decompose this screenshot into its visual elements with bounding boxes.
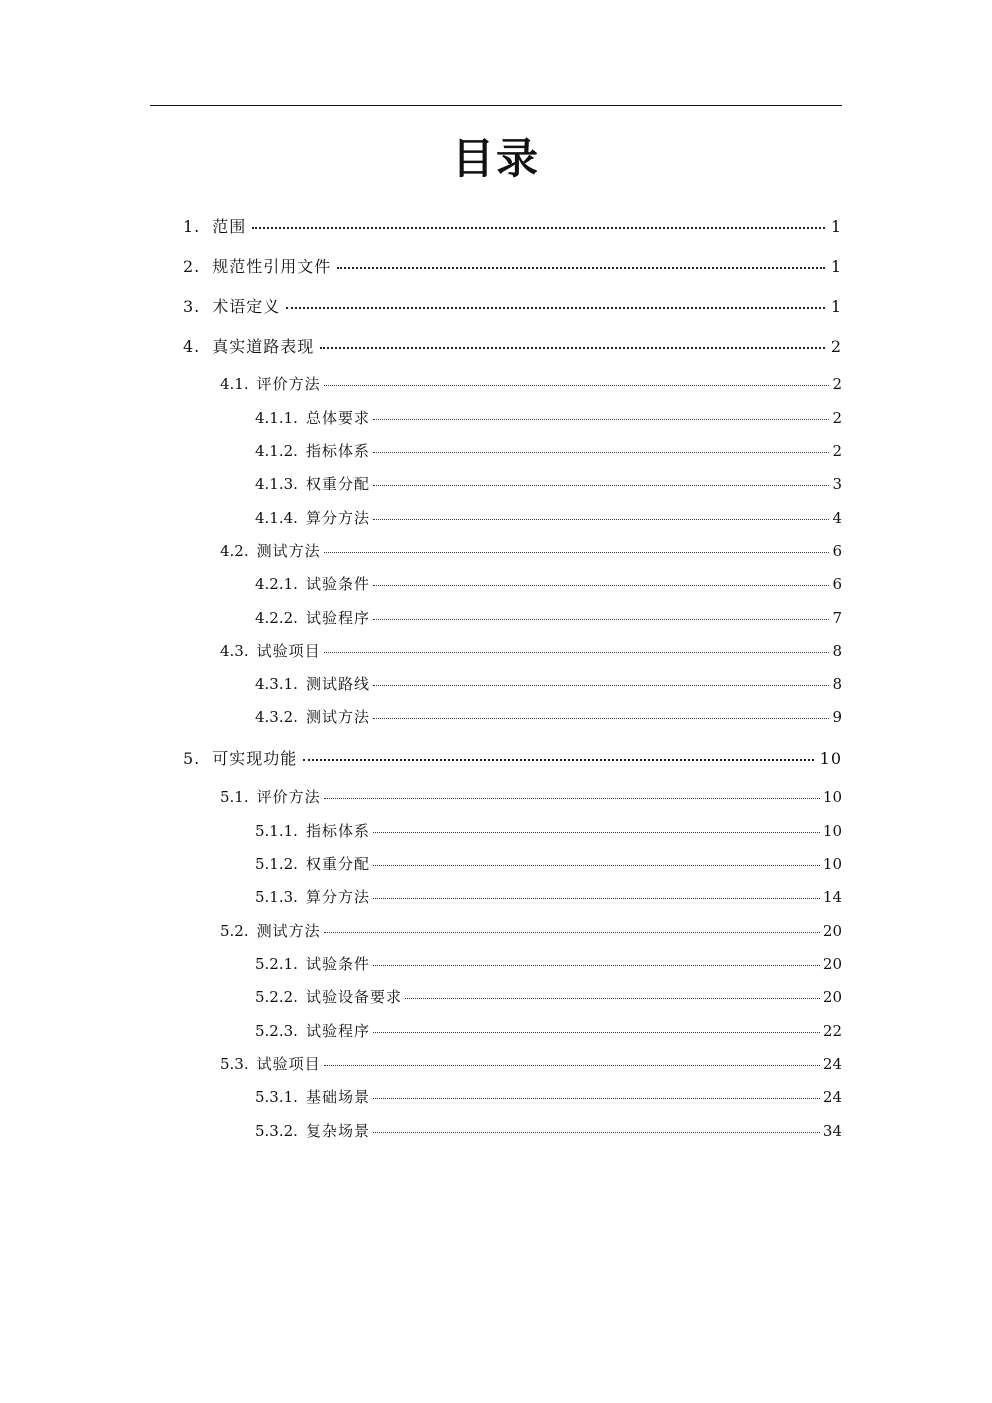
toc-entry-label: 真实道路表现 bbox=[212, 337, 315, 356]
toc-entry-number: 4.1.2. bbox=[255, 442, 298, 460]
toc-entry[interactable] bbox=[255, 607, 842, 628]
toc-entry-page-number: 4 bbox=[832, 509, 842, 527]
toc-entry-label: 试验条件 bbox=[305, 575, 370, 593]
toc-dot-leader bbox=[324, 652, 830, 653]
toc-entry-number: 4.1.1. bbox=[255, 409, 298, 427]
toc-dot-leader bbox=[373, 832, 820, 833]
toc-entry-label: 范围 bbox=[212, 217, 247, 236]
toc-entry-number: 4. bbox=[183, 337, 201, 356]
toc-entry-label: 试验条件 bbox=[305, 955, 370, 973]
toc-entry-page-number: 6 bbox=[832, 542, 842, 560]
toc-dot-leader bbox=[337, 267, 825, 269]
toc-entry-label: 复杂场景 bbox=[305, 1122, 370, 1140]
toc-entry-label: 可实现功能 bbox=[212, 749, 298, 768]
toc-entry-number: 5.3.1. bbox=[255, 1088, 298, 1106]
toc-entry-number: 5.1.3. bbox=[255, 888, 298, 906]
toc-entry[interactable] bbox=[255, 1020, 842, 1041]
toc-dot-leader bbox=[286, 307, 825, 309]
toc-dot-leader bbox=[373, 685, 830, 686]
toc-entry-number: 4.3.1. bbox=[255, 675, 298, 693]
toc-dot-leader bbox=[324, 798, 820, 799]
toc-dot-leader bbox=[373, 519, 830, 520]
toc-dot-leader bbox=[373, 452, 830, 453]
toc-dot-leader bbox=[373, 619, 830, 620]
toc-entry-page-number: 1 bbox=[830, 217, 842, 236]
toc-entry[interactable] bbox=[255, 953, 842, 974]
toc-entry-label: 试验项目 bbox=[256, 642, 321, 660]
toc-entry-label: 测试方法 bbox=[256, 922, 321, 940]
toc-entry-page-number: 6 bbox=[832, 575, 842, 593]
toc-entry-page-number: 14 bbox=[822, 888, 842, 906]
toc-entry-page-number: 1 bbox=[830, 297, 842, 316]
toc-dot-leader bbox=[320, 347, 825, 349]
toc-entry-page-number: 24 bbox=[822, 1055, 842, 1073]
toc-entry-number: 5.3. bbox=[220, 1055, 249, 1073]
toc-entry-label: 权重分配 bbox=[305, 475, 370, 493]
toc-entry[interactable] bbox=[183, 254, 842, 277]
toc-dot-leader bbox=[252, 227, 825, 229]
toc-entry-label: 试验程序 bbox=[305, 1022, 370, 1040]
toc-entry-page-number: 3 bbox=[832, 475, 842, 493]
toc-entry-label: 测试路线 bbox=[305, 675, 370, 693]
toc-entry-page-number: 1 bbox=[830, 257, 842, 276]
toc-entry-page-number: 10 bbox=[822, 822, 842, 840]
toc-dot-leader bbox=[405, 998, 820, 999]
toc-dot-leader bbox=[373, 419, 830, 420]
toc-entry[interactable] bbox=[220, 920, 842, 941]
toc-entry-number: 4.2.1. bbox=[255, 575, 298, 593]
toc-entry-page-number: 10 bbox=[819, 749, 842, 768]
toc-entry-page-number: 2 bbox=[832, 409, 842, 427]
toc-entry-number: 5.2.1. bbox=[255, 955, 298, 973]
toc-entry-label: 评价方法 bbox=[256, 375, 321, 393]
toc-entry-label: 试验项目 bbox=[256, 1055, 321, 1073]
toc-entry-label: 指标体系 bbox=[305, 822, 370, 840]
toc-dot-leader bbox=[373, 898, 820, 899]
toc-entry[interactable] bbox=[220, 640, 842, 661]
toc-entry-number: 5.2.2. bbox=[255, 988, 298, 1006]
toc-entry[interactable] bbox=[255, 440, 842, 461]
toc-entry-page-number: 20 bbox=[822, 988, 842, 1006]
toc-entry[interactable] bbox=[255, 573, 842, 594]
toc-entry[interactable] bbox=[255, 706, 842, 727]
toc-entry-page-number: 34 bbox=[822, 1122, 842, 1140]
toc-dot-leader bbox=[373, 718, 830, 719]
toc-entry[interactable] bbox=[183, 214, 842, 237]
toc-entry-number: 5.3.2. bbox=[255, 1122, 298, 1140]
toc-entry-page-number: 10 bbox=[822, 788, 842, 806]
toc-dot-leader bbox=[303, 759, 813, 761]
toc-entry-page-number: 22 bbox=[822, 1022, 842, 1040]
toc-dot-leader bbox=[373, 865, 820, 866]
toc-entry[interactable] bbox=[220, 540, 842, 561]
toc-entry[interactable] bbox=[183, 334, 842, 357]
toc-entry-number: 4.3.2. bbox=[255, 708, 298, 726]
toc-entry-label: 评价方法 bbox=[256, 788, 321, 806]
toc-entry[interactable] bbox=[183, 746, 842, 769]
toc-dot-leader bbox=[324, 552, 830, 553]
toc-entry-label: 权重分配 bbox=[305, 855, 370, 873]
toc-dot-leader bbox=[373, 1132, 820, 1133]
toc-entry-page-number: 2 bbox=[830, 337, 842, 356]
toc-entry-number: 2. bbox=[183, 257, 201, 276]
toc-entry-page-number: 2 bbox=[832, 375, 842, 393]
toc-entry-page-number: 20 bbox=[822, 955, 842, 973]
toc-entry-number: 5.1.1. bbox=[255, 822, 298, 840]
toc-dot-leader bbox=[373, 1032, 820, 1033]
toc-entry[interactable] bbox=[255, 1120, 842, 1141]
toc-entry-label: 基础场景 bbox=[305, 1088, 370, 1106]
toc-entry-number: 5. bbox=[183, 749, 201, 768]
toc-dot-leader bbox=[373, 1098, 820, 1099]
toc-entry[interactable] bbox=[255, 507, 842, 528]
toc-dot-leader bbox=[324, 932, 820, 933]
toc-entry-label: 测试方法 bbox=[256, 542, 321, 560]
toc-entry-page-number: 7 bbox=[832, 609, 842, 627]
toc-entry-number: 4.1.3. bbox=[255, 475, 298, 493]
toc-entry-page-number: 2 bbox=[832, 442, 842, 460]
toc-entry-number: 3. bbox=[183, 297, 201, 316]
toc-entry-label: 算分方法 bbox=[305, 888, 370, 906]
toc-entry-number: 5.2. bbox=[220, 922, 249, 940]
page-title: 目录 bbox=[451, 134, 540, 183]
toc-entry-label: 术语定义 bbox=[212, 297, 281, 316]
toc-entry-number: 5.1.2. bbox=[255, 855, 298, 873]
toc-entry[interactable] bbox=[220, 373, 842, 394]
toc-entry-page-number: 20 bbox=[822, 922, 842, 940]
toc-entry[interactable] bbox=[255, 886, 842, 907]
toc-entry[interactable] bbox=[255, 1086, 842, 1107]
toc-entry-label: 算分方法 bbox=[305, 509, 370, 527]
toc-dot-leader bbox=[324, 385, 830, 386]
toc-entry-label: 指标体系 bbox=[305, 442, 370, 460]
toc-entry-number: 4.1. bbox=[220, 375, 249, 393]
toc-entry-label: 试验程序 bbox=[305, 609, 370, 627]
toc-dot-leader bbox=[373, 485, 830, 486]
toc-entry-number: 5.2.3. bbox=[255, 1022, 298, 1040]
toc-entry-page-number: 8 bbox=[832, 642, 842, 660]
toc-entry[interactable] bbox=[255, 853, 842, 874]
toc-entry-label: 测试方法 bbox=[305, 708, 370, 726]
toc-entry[interactable] bbox=[255, 407, 842, 428]
toc-entry-page-number: 24 bbox=[822, 1088, 842, 1106]
toc-entry-number: 5.1. bbox=[220, 788, 249, 806]
toc-entry-page-number: 10 bbox=[822, 855, 842, 873]
toc-entry[interactable] bbox=[220, 786, 842, 807]
toc-entry[interactable] bbox=[183, 294, 842, 317]
toc-entry-page-number: 8 bbox=[832, 675, 842, 693]
toc-entry[interactable] bbox=[220, 1053, 842, 1074]
toc-entry[interactable] bbox=[255, 986, 842, 1007]
toc-entry-page-number: 9 bbox=[832, 708, 842, 726]
toc-entry[interactable] bbox=[255, 820, 842, 841]
toc-entry-number: 4.1.4. bbox=[255, 509, 298, 527]
toc-dot-leader bbox=[373, 965, 820, 966]
toc-entry-number: 1. bbox=[183, 217, 201, 236]
toc-entry-label: 规范性引用文件 bbox=[212, 257, 332, 276]
toc-entry[interactable] bbox=[255, 673, 842, 694]
toc-entry-number: 4.2. bbox=[220, 542, 249, 560]
toc-entry-label: 试验设备要求 bbox=[305, 988, 402, 1006]
toc-dot-leader bbox=[324, 1065, 820, 1066]
toc-entry-number: 4.3. bbox=[220, 642, 249, 660]
toc-entry-label: 总体要求 bbox=[305, 409, 370, 427]
toc-dot-leader bbox=[373, 585, 830, 586]
toc-entry-number: 4.2.2. bbox=[255, 609, 298, 627]
toc-entry[interactable] bbox=[255, 473, 842, 494]
